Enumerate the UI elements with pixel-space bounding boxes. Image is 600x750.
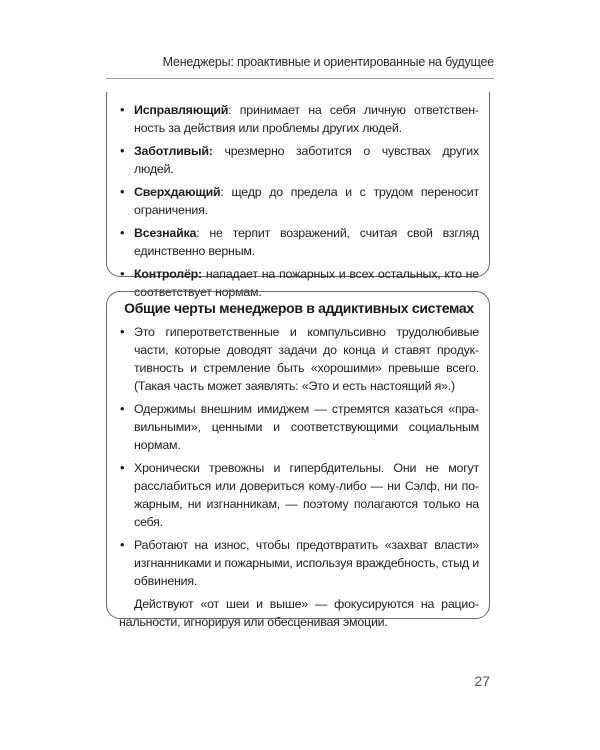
- common-traits-box: [106, 291, 490, 629]
- list-item-text: чрезмерно заботится о чувствах других людей.: [134, 144, 479, 176]
- closing-paragraph: Действуют «от шеи и выше» — фокусируются на рациональности, игнорируя или обесценивая эмоции.: [119, 597, 479, 629]
- list-item-term: Заботливый:: [134, 144, 213, 158]
- list-item: [119, 142, 479, 178]
- list-item-text: : принимает на себя личную ответственность за действия или проблемы других людей.: [134, 103, 479, 135]
- list-item-text: : щедр до предела и с трудом переносит ограничения.: [134, 185, 479, 217]
- list-item-term: Всезнайка: [134, 226, 197, 240]
- box-title: Общие черты менеджеров в аддиктивных системах: [124, 300, 474, 316]
- list-item: • Хронически тревожны и гипербдительны. Они не могут расслабиться или довериться кому-либо — ни Сэлф, ни пожарным, ни изгнанникам, — поэтому полагаются только на себя.: [119, 459, 479, 531]
- list-item-term: Контролёр:: [134, 267, 202, 281]
- list-item: [119, 183, 479, 219]
- manager-types-list: [119, 101, 479, 301]
- header-rule: [106, 78, 494, 79]
- list-item-text: : не терпит возражений, считая свой взгляд единственно верным.: [134, 226, 479, 258]
- list-item: [119, 101, 479, 137]
- manager-types-box: [106, 92, 490, 299]
- list-item: [119, 224, 479, 260]
- common-traits-list: [119, 323, 479, 590]
- list-item: • Это гиперответственные и компульсивно трудолюбивые части, которые доводят задачи до конца и ставят продуктивность и стремление быть «хорошими» превыше всего. (Такая часть может заявлять: «Это и есть настоящий я».): [119, 323, 479, 395]
- page-number: 27: [474, 673, 490, 689]
- list-item-term: Сверхдающий: [134, 185, 221, 199]
- list-item: • Одержимы внешним имиджем — стремятся казаться «правильными», ценными и соответствующими социальным нормам.: [119, 400, 479, 454]
- list-item-term: Исправляющий: [134, 103, 229, 117]
- list-item: • Работают на износ, чтобы предотвратить «захват власти» изгнанниками и пожарными, используя враждебность, стыд и обвинения.: [119, 536, 479, 590]
- running-header: Менеджеры: проактивные и ориентированные на будущее: [162, 55, 494, 69]
- list-item-text: нападает на пожарных и всех остальных, кто не соответствует нормам.: [134, 267, 479, 299]
